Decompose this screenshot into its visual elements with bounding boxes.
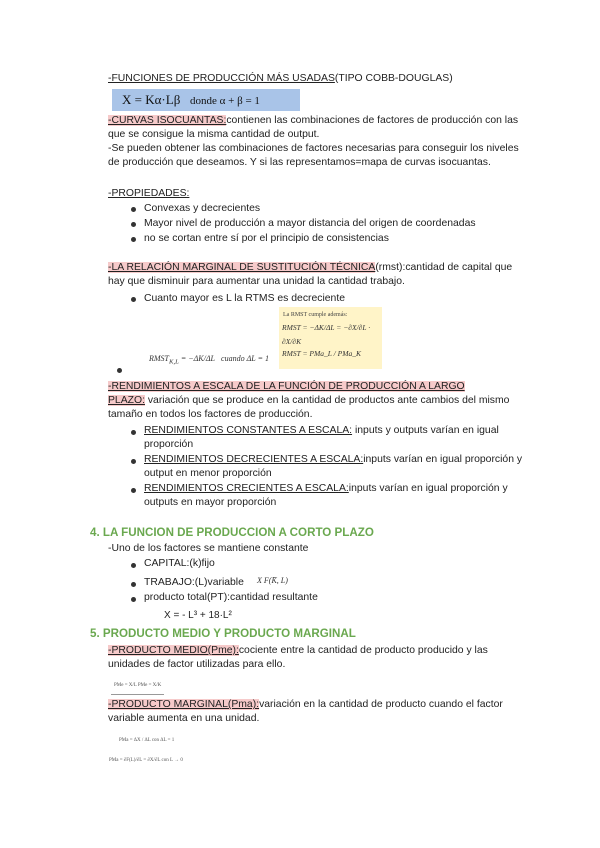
section-4-text: -Uno de los factores se mantiene constante xyxy=(108,543,309,554)
rmst-text: (rmst):cantidad de capital que hay que disminuir para aumentar una unidad la cantidad trabajo. xyxy=(108,262,513,287)
bullet-icon xyxy=(131,563,136,568)
rendimiento-item-1 xyxy=(144,424,526,452)
rmst-img-line1: RMST = −ΔK/ΔL = −∂X/∂L · ∂X/∂K xyxy=(282,323,371,346)
rendimientos-title-line xyxy=(108,380,465,394)
cobb-douglas-formula xyxy=(112,89,300,111)
isocuantas-text2: -Se pueden obtener las combinaciones de factores necesarias para conseguir los niveles de producción que deseamos. Y si las representamos=mapa de curvas isocuantas. xyxy=(108,143,519,168)
pme-formula: PMe = X/L PMe = X/K xyxy=(111,679,164,695)
pma-formula-2: PMa = ∂F(L)/∂L = ∂X/∂L con L → 0 xyxy=(109,758,183,763)
rmst-title: -LA RELACIÓN MARGINAL DE SUSTITUCIÓN TÉCNICA xyxy=(108,262,376,273)
pma-title: -PRODUCTO MARGINAL(Pma): xyxy=(108,699,260,710)
rendimientos-text: variación que se produce en la cantidad de productos ante cambios del mismo tamaño en todos los factores de producción. xyxy=(108,395,510,420)
rendimiento-label-3: RENDIMIENTOS CRECIENTES A ESCALA: xyxy=(144,483,349,494)
formula-main: X = Kα·Lβ xyxy=(122,92,181,107)
pt-formula: X = - L³ + 18·L² xyxy=(164,610,232,621)
isocuantas-title: -CURVAS ISOCUANTAS: xyxy=(108,115,227,126)
isocuantas-text1: contienen las combinaciones de factores de producción con las que se consigue la misma cantidad de output. xyxy=(108,115,519,140)
bullet-icon xyxy=(131,459,136,464)
rmst-formula-left: RMST xyxy=(149,354,169,363)
rmst-formula-cond: cuando ΔL = 1 xyxy=(221,354,269,363)
pme-paragraph xyxy=(108,644,528,672)
heading-funciones-rest: (TIPO COBB-DOUGLAS) xyxy=(334,73,453,84)
propiedades-title-text: -PROPIEDADES: xyxy=(108,188,190,199)
rmst-img-caption: La RMST cumple además: xyxy=(283,312,348,318)
rmst-img-line2: RMST = PMa_L / PMa_K xyxy=(282,349,361,358)
bullet-icon xyxy=(131,237,136,242)
pma-text: variación en la cantidad de producto cuando el factor variable aumenta en una unidad. xyxy=(108,699,503,724)
rmst-formula-sub: K,L xyxy=(169,358,179,366)
section-5-heading: 5. PRODUCTO MEDIO Y PRODUCTO MARGINAL xyxy=(90,627,356,640)
heading-funciones xyxy=(108,72,453,86)
rmst-formula-image xyxy=(279,307,382,369)
isocuantas-paragraph xyxy=(108,114,528,142)
rendimientos-title-b: PLAZO: xyxy=(108,395,145,406)
heading-funciones-hl: -FUNCIONES DE PRODUCCIÓN MÁS USADAS xyxy=(108,73,335,84)
formula-cond: donde α + β = 1 xyxy=(190,95,260,107)
prop-item-2: Mayor nivel de producción a mayor distancia del origen de coordenadas xyxy=(144,218,476,229)
rendimiento-item-2 xyxy=(144,453,526,481)
corto-item-1: CAPITAL:(k)fijo xyxy=(144,558,215,569)
rmst-paragraph xyxy=(108,261,528,289)
corto-item-2: TRABAJO:(L)variable xyxy=(144,577,244,588)
pma-paragraph xyxy=(108,698,528,726)
bullet-icon xyxy=(131,222,136,227)
pme-title: -PRODUCTO MEDIO(Pme): xyxy=(108,645,239,656)
trabajo-formula: X F(K̄, L) xyxy=(257,576,288,585)
rendimientos-paragraph xyxy=(108,394,528,422)
bullet-icon xyxy=(117,368,122,373)
pma-formula-1: PMa = ΔX / ΔL con ΔL = 1 xyxy=(119,738,175,743)
bullet-icon xyxy=(131,582,136,587)
section-4-heading: 4. LA FUNCION DE PRODUCCION A CORTO PLAZO xyxy=(90,526,374,539)
pme-text: cociente entre la cantidad de producto producido y las unidades de factor utilizadas para ello. xyxy=(108,645,488,670)
rendimiento-text-1: inputs y outputs varían en igual proporción xyxy=(144,425,499,450)
bullet-icon xyxy=(131,488,136,493)
bullet-icon xyxy=(131,297,136,302)
bullet-icon xyxy=(131,207,136,212)
rmst-bullet: Cuanto mayor es L la RTMS es decreciente xyxy=(144,293,345,304)
rendimiento-label-1: RENDIMIENTOS CONSTANTES A ESCALA: xyxy=(144,425,353,436)
prop-item-3: no se cortan entre sí por el principio de consistencias xyxy=(144,233,389,244)
rmst-formula-inline: $RMST_{K,L} = -\Delta K/\Delta L$ cuando ΔL = 1 xyxy=(149,354,269,366)
bullet-icon xyxy=(131,430,136,435)
propiedades-title xyxy=(108,187,189,201)
rendimiento-label-2: RENDIMIENTOS DECRECIENTES A ESCALA: xyxy=(144,454,364,465)
corto-item-3: producto total(PT):cantidad resultante xyxy=(144,592,318,603)
rendimiento-text-2: inputs varían en igual proporción y output en menor proporción xyxy=(144,454,523,479)
rendimiento-text-3: inputs varían en igual proporción y outputs en mayor proporción xyxy=(144,483,508,508)
prop-item-1: Convexas y decrecientes xyxy=(144,203,261,214)
rendimientos-title-a: -RENDIMIENTOS A ESCALA DE LA FUNCIÓN DE PRODUCCIÓN A LARGO xyxy=(108,381,465,392)
rendimiento-item-3 xyxy=(144,482,526,510)
bullet-icon xyxy=(131,597,136,602)
